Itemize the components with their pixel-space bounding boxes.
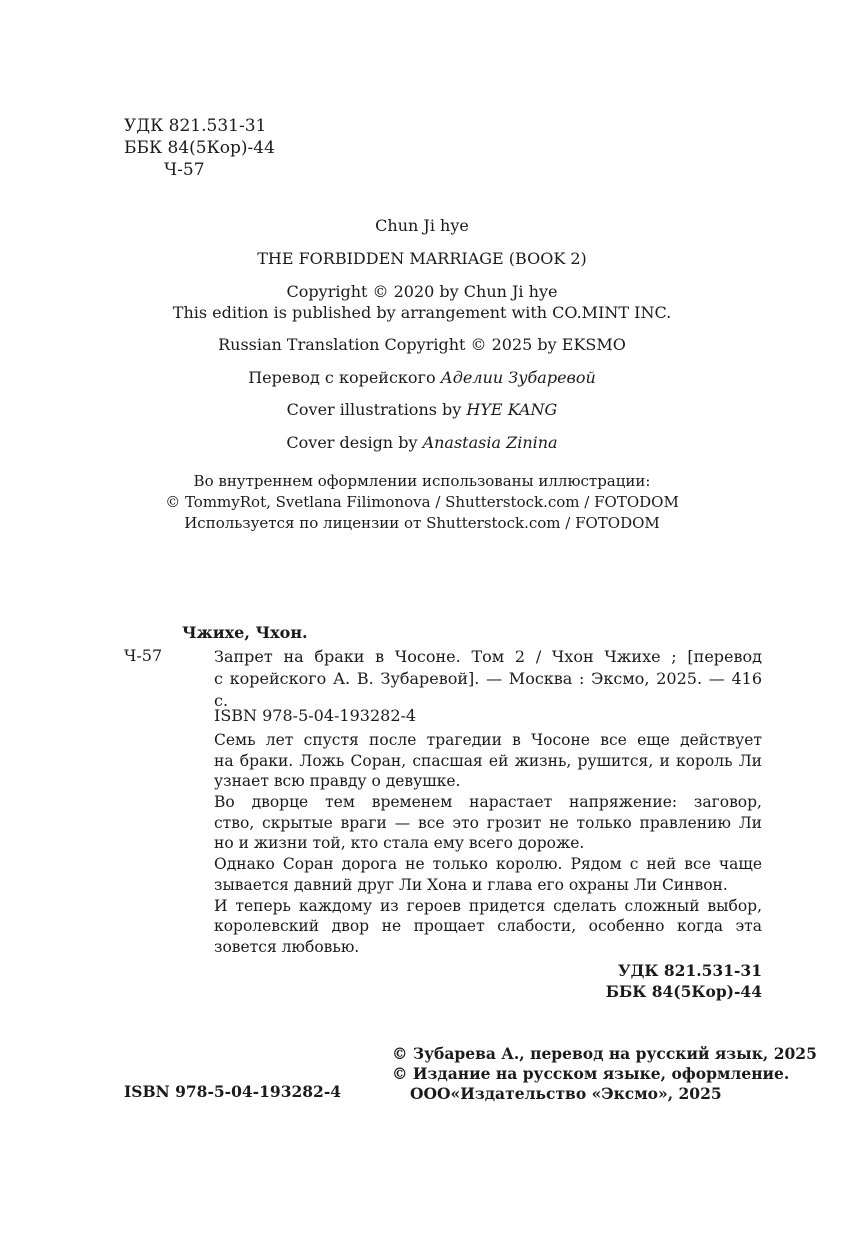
catalog-index: Ч-57 bbox=[124, 646, 163, 665]
annotation-line: И теперь каждому из героев придется сделать сложный выбор, bbox=[214, 896, 762, 915]
annotation-line: узнает всю правду о девушке. bbox=[214, 772, 461, 791]
cover-illustrations-label: Cover illustrations by bbox=[286, 400, 467, 419]
cover-designer-name: Anastasia Zinina bbox=[422, 433, 558, 452]
original-author: Chun Ji hye bbox=[375, 216, 469, 235]
annotation bbox=[214, 730, 762, 958]
translator-name: Аделии Зубаревой bbox=[440, 368, 596, 387]
license-note: Используется по лицензии от Shutterstock.com / FOTODOM bbox=[184, 514, 660, 532]
catalog-isbn: ISBN 978-5-04-193282-4 bbox=[214, 706, 417, 725]
classification-codes bbox=[124, 115, 275, 181]
annotation-line: но и жизни той, кто стала ему всего дороже. bbox=[214, 834, 585, 853]
original-title: THE FORBIDDEN MARRIAGE (BOOK 2) bbox=[257, 249, 587, 268]
udk-code: УДК 821.531-31 bbox=[124, 116, 267, 136]
catalog-description-line: с корейского А. В. Зубаревой]. — Москва : Эксмо, 2025. — 416 с. bbox=[214, 669, 762, 710]
annotation-line: ство, скрытые враги — все это грозит не только правлению Ли bbox=[214, 813, 762, 832]
edition-arrangement-line: This edition is published by arrangement with CO.MINT INC. bbox=[172, 303, 672, 322]
illustrations-note: Во внутреннем оформлении использованы иллюстрации: bbox=[193, 472, 651, 490]
footer-bbk-code: ББК 84(5Кор)-44 bbox=[605, 982, 762, 1001]
cover-illustrations-credit bbox=[0, 399, 844, 420]
cover-design-label: Cover design by bbox=[286, 433, 423, 452]
copyright-line: Copyright © 2020 by Chun Ji hye bbox=[286, 282, 558, 301]
annotation-line: Во дворце тем временем нарастает напряжение: заговор, bbox=[214, 793, 762, 812]
catalog-description bbox=[214, 646, 762, 712]
annotation-line: на браки. Ложь Соран, спасшая ей жизнь, рушится, и король Ли bbox=[214, 751, 762, 770]
translation-copyright-notice: © Зубарева А., перевод на русский язык, 2025 bbox=[392, 1044, 817, 1063]
cover-illustrator-name: HYE KANG bbox=[466, 400, 558, 419]
translation-credit bbox=[0, 367, 844, 388]
catalog-description-line: Запрет на браки в Чосоне. Том 2 / Чхон Чжихе ; [перевод bbox=[214, 647, 762, 666]
publisher-copyright-notice: ООО«Издательство «Эксмо», 2025 bbox=[410, 1084, 722, 1103]
bbk-code: ББК 84(5Кор)-44 bbox=[124, 138, 275, 158]
illustrations-sources: © TommyRot, Svetlana Filimonova / Shutterstock.com / FOTODOM bbox=[165, 493, 679, 511]
translation-label: Перевод с корейского bbox=[248, 368, 441, 387]
annotation-line: Семь лет спустя после трагедии в Чосоне все еще действует bbox=[214, 731, 762, 749]
credits-block bbox=[0, 215, 844, 236]
annotation-line: Однако Соран дорога не только королю. Рядом с ней все чаще bbox=[214, 855, 762, 874]
footer-isbn: ISBN 978-5-04-193282-4 bbox=[124, 1082, 342, 1101]
annotation-line: зовется любовью. bbox=[214, 937, 360, 956]
annotation-line: королевский двор не прощает слабости, особенно когда эта bbox=[214, 917, 762, 936]
copyright-notices bbox=[392, 1044, 817, 1104]
author-mark: Ч-57 bbox=[164, 160, 205, 180]
footer-udk-code: УДК 821.531-31 bbox=[618, 961, 762, 980]
edition-copyright-notice: © Издание на русском языке, оформление. bbox=[392, 1064, 790, 1083]
catalog-author-heading: Чжихе, Чхон. bbox=[182, 623, 308, 642]
russian-translation-copyright: Russian Translation Copyright © 2025 by EKSMO bbox=[218, 335, 626, 354]
annotation-line: зывается давний друг Ли Хона и глава его охраны Ли Синвон. bbox=[214, 875, 728, 894]
footer-classification-codes bbox=[606, 960, 762, 1002]
cover-design-credit bbox=[0, 432, 844, 453]
